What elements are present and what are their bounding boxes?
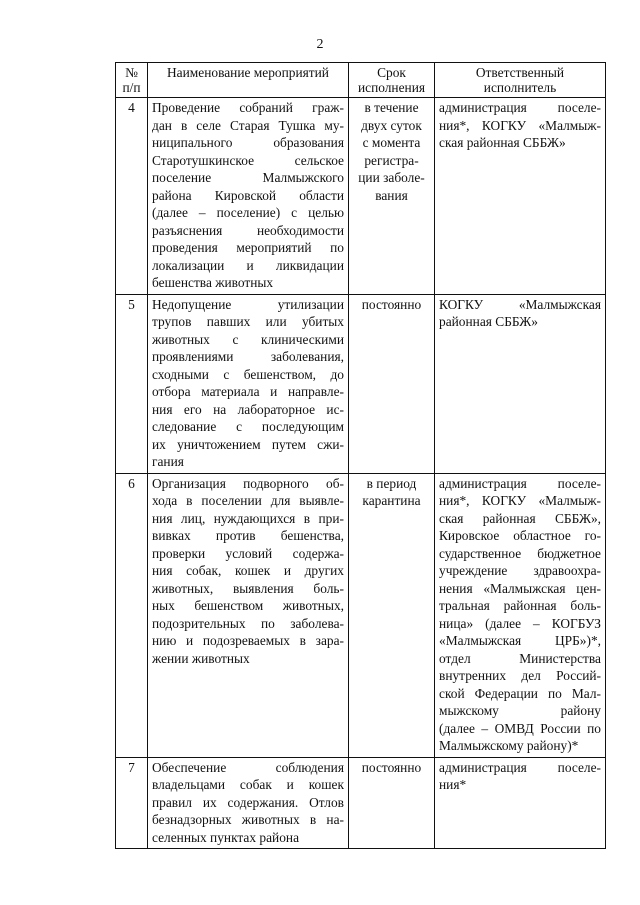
measure-name-line: нию и подозреваемых в зара- — [152, 633, 344, 648]
measure-name — [148, 294, 349, 473]
row-number: 7 — [116, 757, 148, 849]
measure-term-line: постоянно — [361, 759, 422, 775]
measure-term-line: двух суток — [361, 117, 422, 133]
measure-term — [349, 98, 435, 295]
table-row — [116, 757, 606, 849]
measure-name-line: сходными с бешенством, до — [152, 366, 344, 382]
measure-name-line: проведения мероприятий по — [152, 240, 344, 255]
header-line: исполнения — [357, 80, 426, 95]
measure-responsible-line: Малмыжскому району)* — [439, 738, 579, 753]
measure-responsible-line: администрация поселе- — [439, 759, 601, 775]
measure-term-line: карантина — [362, 493, 421, 508]
measure-responsible-line: районная СББЖ» — [439, 314, 538, 329]
measure-responsible-line: администрация поселе- — [439, 475, 601, 491]
measure-responsible-line: ния*, КОГКУ «Малмыж- — [439, 493, 601, 508]
measure-name-line: подозрительных по заболева- — [152, 615, 344, 631]
measure-responsible-line: «Малмыжская ЦРБ»)*, — [439, 633, 601, 648]
measure-term-line: вания — [375, 187, 408, 203]
measure-name-line: отбора материала и направле- — [152, 384, 344, 399]
header-line: п/п — [122, 80, 141, 95]
measure-responsible-line: внутренних дел Россий- — [439, 668, 601, 683]
measure-name-line: локализации и ликвидации — [152, 257, 344, 273]
measure-term-line: в течение — [364, 100, 419, 115]
measure-term-line: в период — [366, 475, 417, 491]
measure-name-line: Недопущение утилизации — [152, 296, 344, 312]
measure-term — [349, 757, 435, 849]
measure-responsible — [435, 757, 606, 849]
measure-name-line: Проведение собраний граж- — [152, 100, 344, 115]
header-line: Срок — [377, 65, 406, 80]
measure-name-line: трупов павших или убитых — [152, 314, 344, 329]
measure-responsible-line: тральная районная боль- — [439, 598, 601, 613]
header-line: Ответственный — [475, 65, 565, 80]
measure-name-line: Организация подворного об- — [152, 475, 344, 491]
measure-term-line: с момента — [362, 135, 421, 150]
measure-name-line: ния собак, кошек и других — [152, 563, 344, 578]
measure-responsible-line: отдел Министерства — [439, 650, 601, 666]
measure-name-line: хода в поселении для выявле- — [152, 493, 344, 508]
page-number: 2 — [316, 37, 324, 52]
measure-responsible — [435, 98, 606, 295]
measure-term-line: постоянно — [361, 296, 422, 312]
header-line: № — [125, 65, 138, 80]
measure-responsible-line: Кировское областное го- — [439, 528, 601, 543]
measure-name-line: ниципального образования — [152, 135, 344, 150]
measure-name-line: проверки условий содержа- — [152, 545, 344, 561]
measure-name-line: (далее – поселение) с целью — [152, 205, 344, 220]
measure-name-line: ния его на лабораторное ис- — [152, 401, 344, 417]
measure-responsible-line: ская районная СББЖ» — [439, 135, 566, 150]
table-row — [116, 294, 606, 473]
measure-name-line: ния лиц, нуждающихся в при- — [152, 510, 344, 526]
measure-name-line: вивках против бешенства, — [152, 528, 344, 543]
measure-responsible-line: ская районная СББЖ», — [439, 510, 601, 526]
table-header-row — [116, 63, 606, 98]
measure-responsible — [435, 294, 606, 473]
measure-name-line: разъяснения необходимости — [152, 222, 344, 238]
measure-name-line: дан в селе Старая Тушка му- — [152, 117, 344, 133]
measure-name-line: поселение Малмыжского — [152, 170, 344, 185]
measure-responsible-line: ница» (далее – КОГБУЗ — [439, 615, 601, 631]
measure-name-line: владельцами собак и кошек — [152, 777, 344, 792]
header-term — [349, 63, 435, 98]
measure-term-line: ции заболе- — [358, 170, 425, 185]
measure-responsible-line: администрация поселе- — [439, 100, 601, 115]
measure-name-line: Обеспечение соблюдения — [152, 759, 344, 775]
measures-table — [115, 62, 606, 849]
measure-responsible-line: КОГКУ «Малмыжская — [439, 296, 601, 312]
measure-name-line: их уничтожением путем сжи- — [152, 436, 344, 452]
measure-responsible — [435, 473, 606, 757]
measure-name — [148, 473, 349, 757]
measure-term-line: регистра- — [364, 152, 419, 168]
measure-name-line: правил их содержания. Отлов — [152, 794, 344, 810]
measure-name-line: проявлениями заболевания, — [152, 349, 344, 364]
measure-name — [148, 98, 349, 295]
row-number: 4 — [116, 98, 148, 295]
measure-name-line: бешенства животных — [152, 275, 274, 290]
measure-name-line: животных с клиническими — [152, 331, 344, 347]
measure-name-line: ных бешенством животных, — [152, 598, 344, 613]
row-number: 6 — [116, 473, 148, 757]
measure-name-line: жении животных — [152, 650, 250, 666]
measure-responsible-line: нения «Малмыжская цен- — [439, 580, 601, 596]
measure-responsible-line: ской Федерации по Мал- — [439, 685, 601, 701]
measure-name-line: следование с последующим — [152, 419, 344, 434]
measure-term — [349, 473, 435, 757]
measure-name-line: Старотушкинское сельское — [152, 152, 344, 168]
measure-responsible-line: (далее – ОМВД России по — [439, 720, 601, 736]
table-row — [116, 473, 606, 757]
measure-name — [148, 757, 349, 849]
measure-responsible-line: сударственное бюджетное — [439, 545, 601, 561]
measure-responsible-line: ния*, КОГКУ «Малмыж- — [439, 117, 601, 133]
measure-name-line: безнадзорных животных в на- — [152, 812, 344, 827]
header-line: исполнитель — [483, 80, 557, 95]
measure-responsible-line: ния* — [439, 777, 467, 792]
header-name — [148, 63, 349, 98]
table-row — [116, 98, 606, 295]
row-number: 5 — [116, 294, 148, 473]
measure-term — [349, 294, 435, 473]
measure-responsible-line: мыжскому району — [439, 703, 601, 718]
measure-name-line: селенных пунктах района — [152, 829, 300, 845]
header-num — [116, 63, 148, 98]
header-line: Наименование мероприятий — [167, 65, 329, 80]
header-responsible — [435, 63, 606, 98]
measure-name-line: района Кировской области — [152, 187, 344, 203]
measure-name-line: гания — [152, 454, 184, 469]
measure-responsible-line: учреждение здравоохра- — [439, 563, 601, 578]
measure-name-line: животных, выявления боль- — [152, 580, 344, 596]
